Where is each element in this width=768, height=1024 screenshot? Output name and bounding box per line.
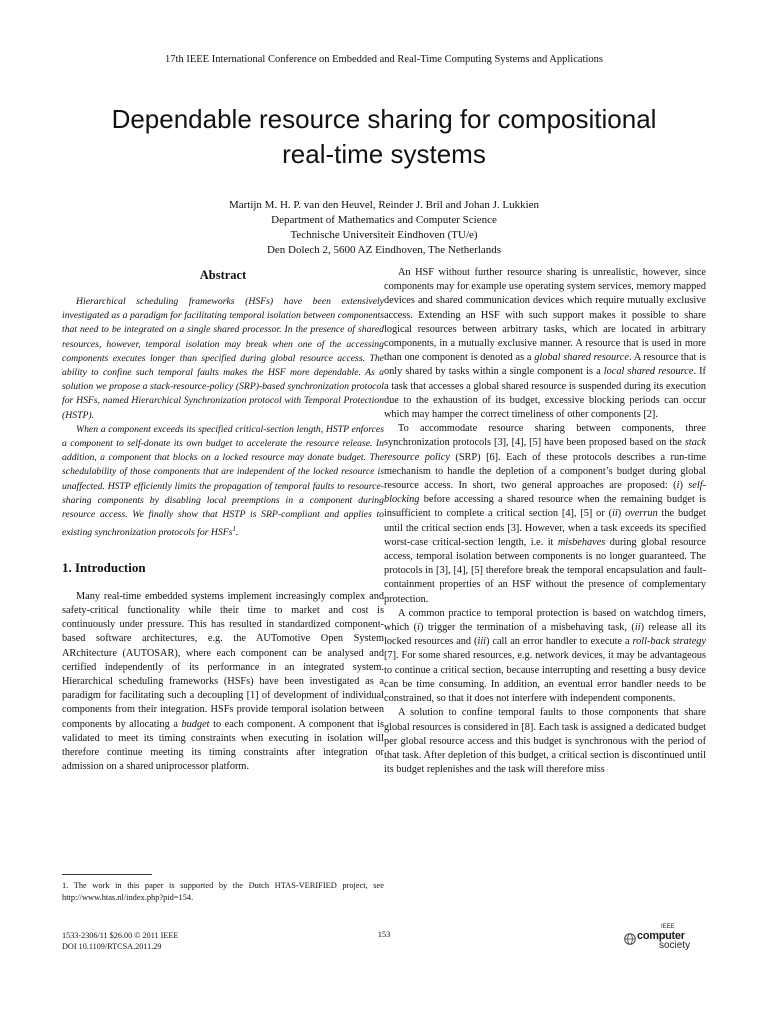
page-number: 153 — [377, 930, 391, 939]
author-block — [0, 198, 768, 258]
footnote — [62, 880, 384, 904]
author-address: Den Dolech 2, 5600 AZ Eindhoven, The Netherlands — [266, 244, 502, 256]
introduction-paragraph-1: Many real-time embedded systems implement increasingly complex and safety-critical functionality while their time to market and cost is continuously under pressure. This has resulted in standardized component-based software architectures, e.g. the AUTomotive Open System ARchitecture (AUTOSAR), where each component can be analysed and certified independently of its performance in an integrated system. Hierarchical scheduling frameworks (HSFs) have been investigated as a paradigm for facilitating such a decoupling [1] of development of individual components from their integration. HSFs provide temporal isolation between components by allocating a budget to each component. A component that is validated to meet its timing constraints when executing in isolation will therefore continue meeting its timing constraints after integration or admission on a shared uniprocessor platform. — [62, 590, 385, 773]
doi-line: DOI 10.1109/RTCSA.2011.29 — [62, 942, 162, 951]
left-column — [62, 266, 384, 774]
right-paragraph-2: To accommodate resource sharing between components, three synchronization protocols [3], [4], [5] have been proposed based on the stack resource policy (SRP) [6]. Each of these protocols describes a run-time mechanism to handle the depletion of a component’s budget during global resource access. In short, two general approaches are proposed: (i) self-blocking before accessing a shared resource when the remaining budget is insufficient to complete a critical section [4], [5] or (ii) overrun the budget until the critical section ends [3]. However, when a task exceeds its specified worst-case critical-section length, i.e. it misbehaves during global resource access, temporal isolation between components is no longer guaranteed. The protocols in [3], [4], [5] therefore break the temporal encapsulation and fault-containment properties of an HSF without the presence of complementary protection. — [384, 423, 707, 605]
logo-text: IEEE computer society — [637, 924, 691, 951]
globe-icon — [624, 933, 636, 945]
footnote-marker: 1 — [232, 525, 236, 534]
conference-header: 17th IEEE International Conference on Embedded and Real-Time Computing Systems and Applications — [165, 54, 603, 65]
introduction-heading: 1. Introduction — [62, 559, 146, 575]
right-paragraph-3: A common practice to temporal protection is based on watchdog timers, which (i) trigger the termination of a misbehaving task, (ii) release all its locked resources and (iii) call an error handler to execute a roll-back strategy [7]. For some shared resources, e.g. network devices, it may be advantageous to continue a critical section, because interrupting and resetting a busy device can be time consuming. In addition, an eventual error handler needs to be constrained, so that it does not interfere with independent components. — [384, 607, 707, 705]
author-names: Martijn M. H. P. van den Heuvel, Reinder J. Bril and Johan J. Lukkien — [228, 199, 540, 211]
introduction-section — [62, 560, 384, 775]
title-line-1: Dependable resource sharing for compositional — [111, 104, 657, 134]
right-paragraph-1: An HSF without further resource sharing is unrealistic, however, since components may for example use operating system services, memory mapped devices and shared communication devices which require mutually exclusive access. Extending an HSF with such support makes it possible to share logical resources between arbitrary tasks, which are located in arbitrary components, in a mutually exclusive manner. A resource that is used in more than one component is denoted as a global shared resource. A resource that is only shared by tasks within a single component is a local shared resource. If a task that accesses a global shared resource is suspended during its execution due to the exhaustion of its budget, excessive blocking periods can occur which may hamper the correct timeliness of other components [2]. — [384, 267, 706, 421]
abstract-paragraph-1: Hierarchical scheduling frameworks (HSFs) have been extensively investigated as a paradigm for facilitating temporal isolation between components that need to be integrated on a single shared processor. In the presence of shared resources, however, temporal isolation may break when one of the accessing components executes longer than specified during global resource access. The ability to confine such temporal faults makes the HSF more dependable. As a solution we propose a stack-resource-policy (SRP)-based synchronization protocol for HSFs, named Hierarchical Synchronization protocol with Temporal Protection (HSTP). — [62, 296, 384, 421]
author-university: Technische Universiteit Eindhoven (TU/e) — [290, 229, 478, 241]
title-line-2: real-time systems — [282, 139, 486, 169]
issn-line: 1533-2306/11 $26.00 © 2011 IEEE — [62, 931, 179, 940]
author-department: Department of Mathematics and Computer Science — [271, 214, 497, 226]
abstract-heading: Abstract — [199, 268, 247, 282]
abstract-section — [62, 266, 384, 541]
right-paragraph-4: A solution to confine temporal faults to those components that share global resources is considered in [8]. Each task is assigned a dedicated budget per global resource access and this budget is synchronous with the period of that task. After depletion of this budget, a critical section is discontinued until its budget replenishes and the task will therefore miss — [384, 707, 706, 776]
right-column — [384, 266, 706, 777]
ieee-computer-society-logo — [623, 922, 703, 954]
footnote-rule — [62, 874, 152, 875]
paper-title — [60, 102, 708, 172]
abstract-paragraph-2: When a component exceeds its specified critical-section length, HSTP enforces a component to self-donate its own budget to accelerate the resource release. In addition, a component that blocks on a locked resource may donate budget. The schedulability of those components that are independent of the locked resource is unaffected. HSTP efficiently limits the propagation of temporal faults to resource-sharing components by disabling local preemptions in a component during resource access. We finally show that HSTP is SRP-compliant and applies to existing synchronization protocols for HSFs$^1$. — [62, 423, 384, 539]
footnote-text: 1. The work in this paper is supported by the Dutch HTAS-VERIFIED project, see http://www.htas.nl/index.php?pid=154. — [62, 881, 384, 902]
